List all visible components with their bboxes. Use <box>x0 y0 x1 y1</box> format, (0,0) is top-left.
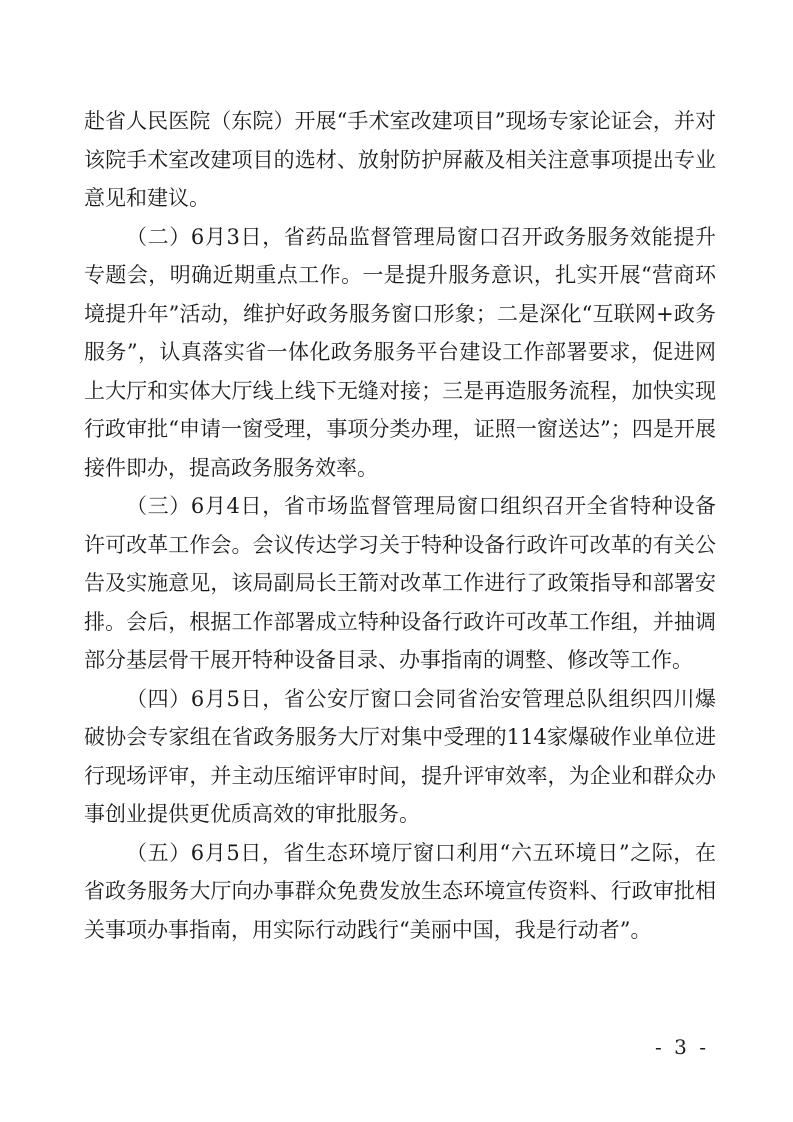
paragraph-item-2: （二）6月3日，省药品监督管理局窗口召开政务服务效能提升专题会，明确近期重点工作。一是提升服务意识，扎实开展“营商环境提升年”活动，维护好政务服务窗口形象；二是深化“互联网+政务服务”，认真落实省一体化政务服务平台建设工作部署要求，促进网上大厅和实体大厅线上线下无缝对接；三是再造服务流程，加快实现行政审批“申请一窗受理，事项分类办理，证照一窗送达”；四是开展接件即办，提高政务服务效率。 <box>84 224 716 480</box>
page-number: - 3 - <box>655 1035 709 1059</box>
paragraph-item-5: （五）6月5日，省生态环境厅窗口利用“六五环境日”之际，在省政务服务大厅向办事群众免费发放生态环境宣传资料、行政审批相关事项办事指南，用实际行动践行“美丽中国，我是行动者”。 <box>84 840 716 942</box>
paragraph-item-3: （三）6月4日，省市场监督管理局窗口组织召开全省特种设备许可改革工作会。会议传达学习关于特种设备行政许可改革的有关公告及实施意见，该局副局长王箭对改革工作进行了政策指导和部署安排。会后，根据工作部署成立特种设备行政许可改革工作组，并抽调部分基层骨干展开特种设备目录、办事指南的调整、修改等工作。 <box>84 494 716 672</box>
paragraph-continuation: 赴省人民医院（东院）开展“手术室改建项目”现场专家论证会，并对该院手术室改建项目的选材、放射防护屏蔽及相关注意事项提出专业意见和建议。 <box>84 109 716 210</box>
document-body <box>84 102 716 949</box>
paragraph-item-4: （四）6月5日，省公安厅窗口会同省治安管理总队组织四川爆破协会专家组在省政务服务大厅对集中受理的114家爆破作业单位进行现场评审，并主动压缩评审时间，提升评审效率，为企业和群众办事创业提供更优质高效的审批服务。 <box>84 686 716 826</box>
